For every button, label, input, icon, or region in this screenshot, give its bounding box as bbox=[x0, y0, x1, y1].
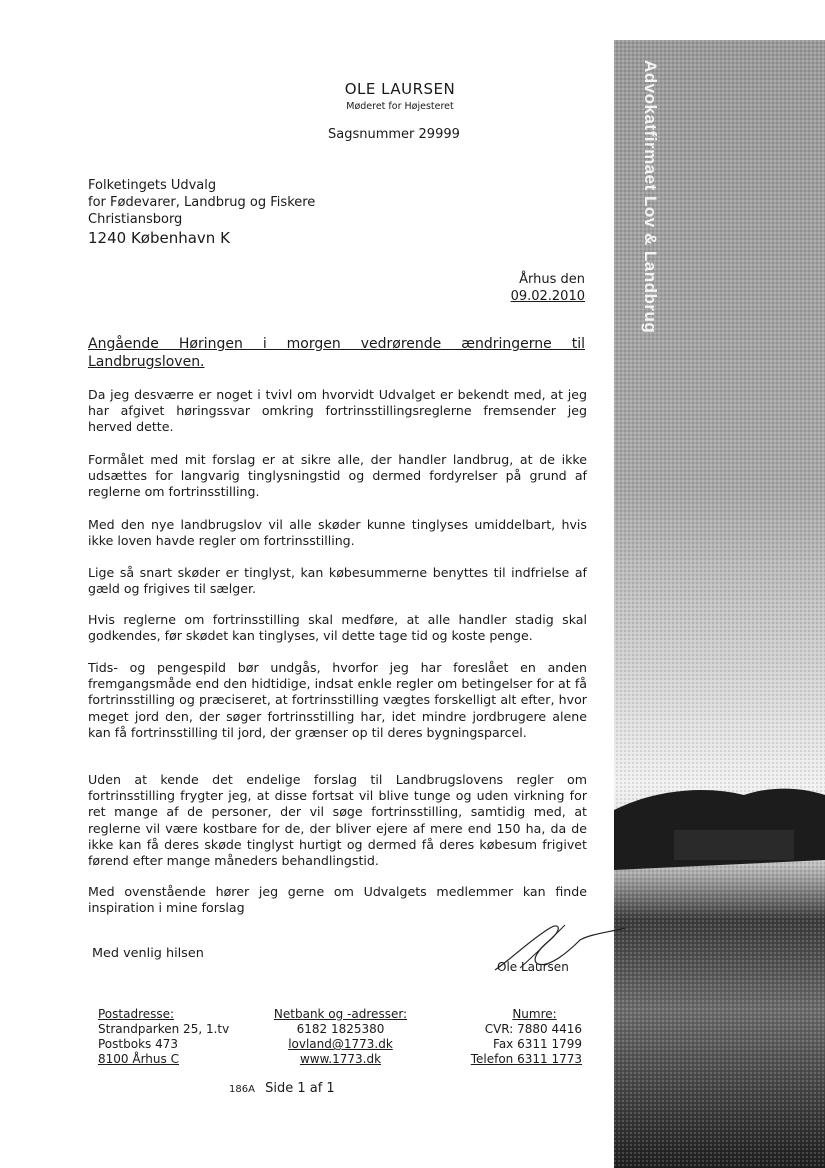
subject-line-1: Angående Høringen i morgen vedrørende ændringerne til bbox=[88, 336, 585, 352]
body-paragraph: Uden at kende det endelige forslag til Landbrugslovens regler om fortrinsstilling frygter jeg, at disse fortsat vil blive tunge og uden virkning for ret mange af de personer, der vil søge fortrinsstilling, samtidig med, at reglerne vil være kostbare for de, der bliver ejere af mere end 150 ha, da de ikke kan få deres skøde tinglyst hurtigt og dermed få deres købesum frigivet førend efter mange måneders behandlingstid. bbox=[88, 772, 587, 869]
recipient-address bbox=[88, 177, 315, 248]
footer-heading: Netbank og -adresser: bbox=[273, 1007, 408, 1021]
recipient-line: Christiansborg bbox=[88, 212, 183, 227]
sender-name: OLE LAURSEN bbox=[344, 80, 456, 98]
footer-line: CVR: 7880 4416 bbox=[484, 1022, 582, 1036]
recipient-line: 1240 København K bbox=[88, 229, 230, 247]
recipient-line: for Fødevarer, Landbrug og Fiskere bbox=[88, 195, 316, 210]
footer-line: 8100 Århus C bbox=[98, 1052, 179, 1066]
firm-name-vertical: Advokatfirmaet Lov & Landbrug bbox=[641, 60, 660, 334]
signature-name: Ole Laursen bbox=[497, 960, 569, 974]
footer-line: 6182 1825380 bbox=[296, 1022, 385, 1036]
footer-line: Postboks 473 bbox=[98, 1037, 178, 1051]
body-paragraph: Da jeg desværre er noget i tvivl om hvorvidt Udvalget er bekendt med, at jeg har afgivet høringssvar omkring fortrinsstillingsreglerne fremsender jeg herved dette. bbox=[88, 387, 587, 435]
body-paragraph: Tids- og pengespild bør undgås, hvorfor jeg har foreslået en anden fremgangsmåde end den hidtidige, indsat enkle regler om betingelser for at få fortrinsstilling og præciseret, at fortrinsstilling vægtes forskelligt alt efter, hvor meget jord den, der søger fortrinsstilling har, idet mindre jordbrugere alene kan få fortrinsstilling til jord, der grænser op til deres bygningsparcel. bbox=[88, 660, 587, 740]
body-paragraph: Hvis reglerne om fortrinsstilling skal medføre, at alle handler stadig skal godkendes, før skødet kan tinglyses, vil dette tage tid og koste penge. bbox=[88, 612, 587, 644]
body-paragraph: Lige så snart skøder er tinglyst, kan købesummerne benyttes til indfrielse af gæld og frigives til sælger. bbox=[88, 565, 587, 597]
footer-bank-addresses bbox=[268, 1007, 413, 1067]
page-number: Side 1 af 1 bbox=[265, 1081, 335, 1096]
date-block bbox=[498, 271, 585, 305]
body-paragraph: Med den nye landbrugslov vil alle skøder kunne tinglyses umiddelbart, hvis ikke loven havde regler om fortrinsstilling. bbox=[88, 517, 587, 549]
subject-line-2: Landbrugsloven. bbox=[88, 354, 205, 370]
footer-line: Fax 6311 1799 bbox=[493, 1037, 582, 1051]
footer-line: Telefon 6311 1773 bbox=[470, 1052, 582, 1066]
footer-line: Strandparken 25, 1.tv bbox=[98, 1022, 230, 1036]
footer-postal-address bbox=[98, 1007, 229, 1067]
body-paragraph: Med ovenstående hører jeg gerne om Udvalgets medlemmer kan finde inspiration i mine forslag bbox=[88, 884, 587, 916]
closing-greeting: Med venlig hilsen bbox=[92, 946, 204, 961]
footer-heading: Numre: bbox=[512, 1007, 557, 1021]
footer-numbers bbox=[462, 1007, 582, 1067]
footer-heading: Postadresse: bbox=[98, 1007, 175, 1021]
case-number: Sagsnummer 29999 bbox=[328, 127, 460, 142]
recipient-line: Folketingets Udvalg bbox=[88, 178, 217, 193]
page-code: 186A bbox=[229, 1084, 255, 1095]
page-footer bbox=[229, 1081, 335, 1096]
sender-title: Møderet for Højesteret bbox=[346, 101, 454, 112]
footer-web-link[interactable]: www.1773.dk bbox=[299, 1052, 382, 1066]
date-value: 09.02.2010 bbox=[510, 289, 585, 304]
footer-email-link[interactable]: lovland@1773.dk bbox=[288, 1037, 393, 1051]
date-place: Århus den bbox=[519, 272, 585, 287]
body-paragraph: Formålet med mit forslag er at sikre alle, der handler landbrug, at de ikke udsættes for langvarig tinglysningstid og dermed fordyrelser på grund af reglerne om fortrinsstilling. bbox=[88, 452, 587, 500]
